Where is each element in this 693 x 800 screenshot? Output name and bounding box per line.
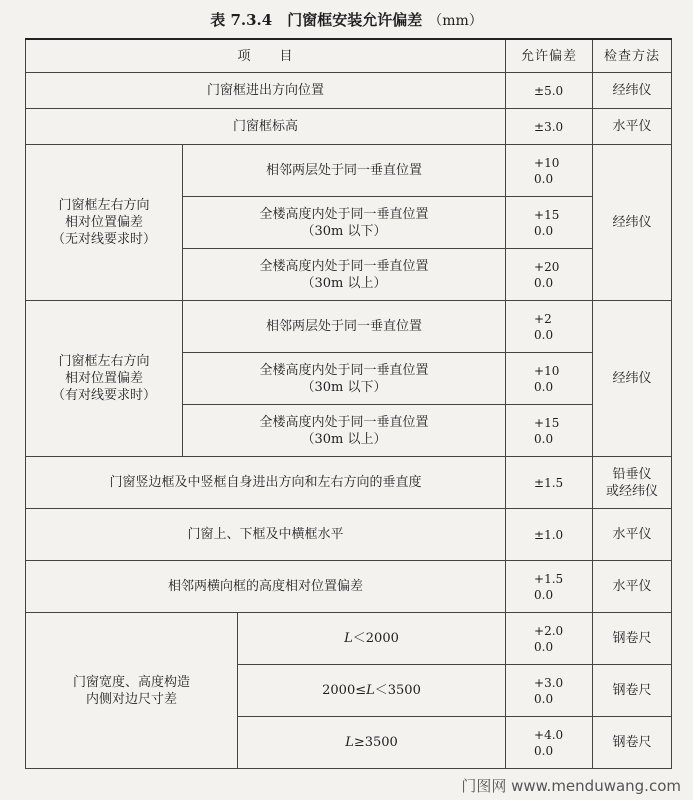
header-tolerance: 允许偏差 bbox=[506, 39, 593, 73]
group-label-line: （有对线要求时） bbox=[51, 388, 156, 403]
row-item-line: 全楼高度内处于同一垂直位置 bbox=[259, 414, 429, 430]
row-item: 相邻两横向框的高度相对位置偏差 bbox=[26, 561, 506, 613]
header-item: 项 目 bbox=[26, 39, 506, 73]
row-tolerance: ±3.0 bbox=[506, 109, 593, 145]
row-item: 相邻两层处于同一垂直位置 bbox=[183, 145, 506, 197]
row-item bbox=[183, 405, 506, 457]
tolerance-plus: +10 bbox=[534, 155, 560, 170]
row-item: 门窗竖边框及中竖框自身进出方向和左右方向的垂直度 bbox=[26, 457, 506, 509]
row-item-rest: ≥3500 bbox=[353, 735, 398, 750]
row-item-line: 全楼高度内处于同一垂直位置 bbox=[259, 258, 429, 274]
row-tolerance: ±1.5 bbox=[506, 457, 593, 509]
watermark: 门图网 www.menduwang.com bbox=[457, 775, 685, 796]
row-method: 水平仪 bbox=[593, 561, 672, 613]
row-item: 相邻两层处于同一垂直位置 bbox=[183, 301, 506, 353]
variable-l: L bbox=[344, 631, 353, 646]
row-item bbox=[238, 665, 506, 717]
tolerance-minus: 0.0 bbox=[534, 223, 554, 238]
table-row bbox=[26, 509, 672, 561]
tolerance-plus: +20 bbox=[534, 259, 560, 274]
group-label bbox=[26, 613, 238, 769]
row-item-line: （30m 以上） bbox=[301, 431, 387, 447]
row-method: 水平仪 bbox=[593, 109, 672, 145]
tolerance-minus: 0.0 bbox=[534, 587, 554, 602]
row-method: 钢卷尺 bbox=[593, 665, 672, 717]
row-tolerance bbox=[506, 405, 593, 457]
tolerance-plus: +15 bbox=[534, 415, 560, 430]
row-item: 门窗框标高 bbox=[26, 109, 506, 145]
row-method-line: 铅垂仪 bbox=[612, 466, 652, 482]
row-method: 钢卷尺 bbox=[593, 613, 672, 665]
row-tolerance: ±5.0 bbox=[506, 73, 593, 109]
tolerance-plus: +2.0 bbox=[534, 623, 564, 638]
tolerance-minus: 0.0 bbox=[534, 743, 554, 758]
table-title bbox=[0, 6, 693, 34]
row-tolerance bbox=[506, 249, 593, 301]
table-row bbox=[26, 109, 672, 145]
row-item-rest: ＜3500 bbox=[374, 683, 421, 698]
tolerance-plus: +4.0 bbox=[534, 727, 564, 742]
row-item-line: 全楼高度内处于同一垂直位置 bbox=[259, 362, 429, 378]
table-row bbox=[26, 457, 672, 509]
row-item bbox=[183, 249, 506, 301]
group-label-line: 相对位置偏差 bbox=[64, 371, 143, 386]
row-item: 门窗框进出方向位置 bbox=[26, 73, 506, 109]
tolerance-minus: 0.0 bbox=[534, 275, 554, 290]
row-tolerance bbox=[506, 145, 593, 197]
tolerance-minus: 0.0 bbox=[534, 327, 554, 342]
group-label-line: 内侧对边尺寸差 bbox=[85, 691, 177, 707]
row-item-pre: 2000≤ bbox=[322, 683, 367, 698]
row-item bbox=[238, 717, 506, 769]
tolerance-minus: 0.0 bbox=[534, 431, 554, 446]
tolerance-plus: +2 bbox=[534, 311, 552, 326]
row-item bbox=[183, 353, 506, 405]
row-item-line: 全楼高度内处于同一垂直位置 bbox=[259, 206, 429, 222]
header-row bbox=[26, 39, 672, 73]
variable-l: L bbox=[345, 735, 354, 750]
row-item-line: （30m 以下） bbox=[301, 223, 387, 239]
tolerance-minus: 0.0 bbox=[534, 691, 554, 706]
table-row bbox=[26, 301, 672, 353]
row-tolerance bbox=[506, 717, 593, 769]
table-unit: （mm） bbox=[428, 13, 483, 29]
row-tolerance bbox=[506, 613, 593, 665]
row-method: 经纬仪 bbox=[593, 73, 672, 109]
row-item: 门窗上、下框及中横框水平 bbox=[26, 509, 506, 561]
tolerance-plus: +3.0 bbox=[534, 675, 564, 690]
tolerance-plus: +15 bbox=[534, 207, 560, 222]
row-method-line: 或经纬仪 bbox=[606, 483, 659, 499]
row-item-line: （30m 以上） bbox=[301, 275, 387, 291]
row-tolerance bbox=[506, 561, 593, 613]
row-tolerance bbox=[506, 197, 593, 249]
tolerance-table bbox=[25, 38, 672, 769]
row-item-line: （30m 以下） bbox=[301, 379, 387, 395]
row-method: 经纬仪 bbox=[593, 145, 672, 301]
table-row bbox=[26, 613, 672, 665]
group-label-line: （无对线要求时） bbox=[51, 232, 156, 247]
table-row bbox=[26, 561, 672, 613]
row-item bbox=[238, 613, 506, 665]
row-item-rest: ＜2000 bbox=[352, 631, 399, 646]
tolerance-minus: 0.0 bbox=[534, 171, 554, 186]
table-row bbox=[26, 73, 672, 109]
group-label bbox=[26, 145, 183, 301]
row-item bbox=[183, 197, 506, 249]
group-label-line: 门窗宽度、高度构造 bbox=[72, 674, 190, 690]
group-label-line: 相对位置偏差 bbox=[64, 215, 143, 230]
tolerance-minus: 0.0 bbox=[534, 639, 554, 654]
row-tolerance bbox=[506, 665, 593, 717]
row-method: 钢卷尺 bbox=[593, 717, 672, 769]
header-method: 检查方法 bbox=[593, 39, 672, 73]
table-title-text: 表 7.3.4 门窗框安装允许偏差 bbox=[210, 11, 423, 29]
tolerance-minus: 0.0 bbox=[534, 379, 554, 394]
tolerance-plus: +1.5 bbox=[534, 571, 564, 586]
row-method: 经纬仪 bbox=[593, 301, 672, 457]
table-row bbox=[26, 145, 672, 197]
tolerance-plus: +10 bbox=[534, 363, 560, 378]
row-tolerance bbox=[506, 301, 593, 353]
row-tolerance: ±1.0 bbox=[506, 509, 593, 561]
row-method: 水平仪 bbox=[593, 509, 672, 561]
group-label-line: 门窗框左右方向 bbox=[58, 354, 150, 369]
row-method bbox=[593, 457, 672, 509]
group-label-line: 门窗框左右方向 bbox=[58, 198, 150, 213]
group-label bbox=[26, 301, 183, 457]
row-tolerance bbox=[506, 353, 593, 405]
variable-l: L bbox=[366, 683, 375, 698]
